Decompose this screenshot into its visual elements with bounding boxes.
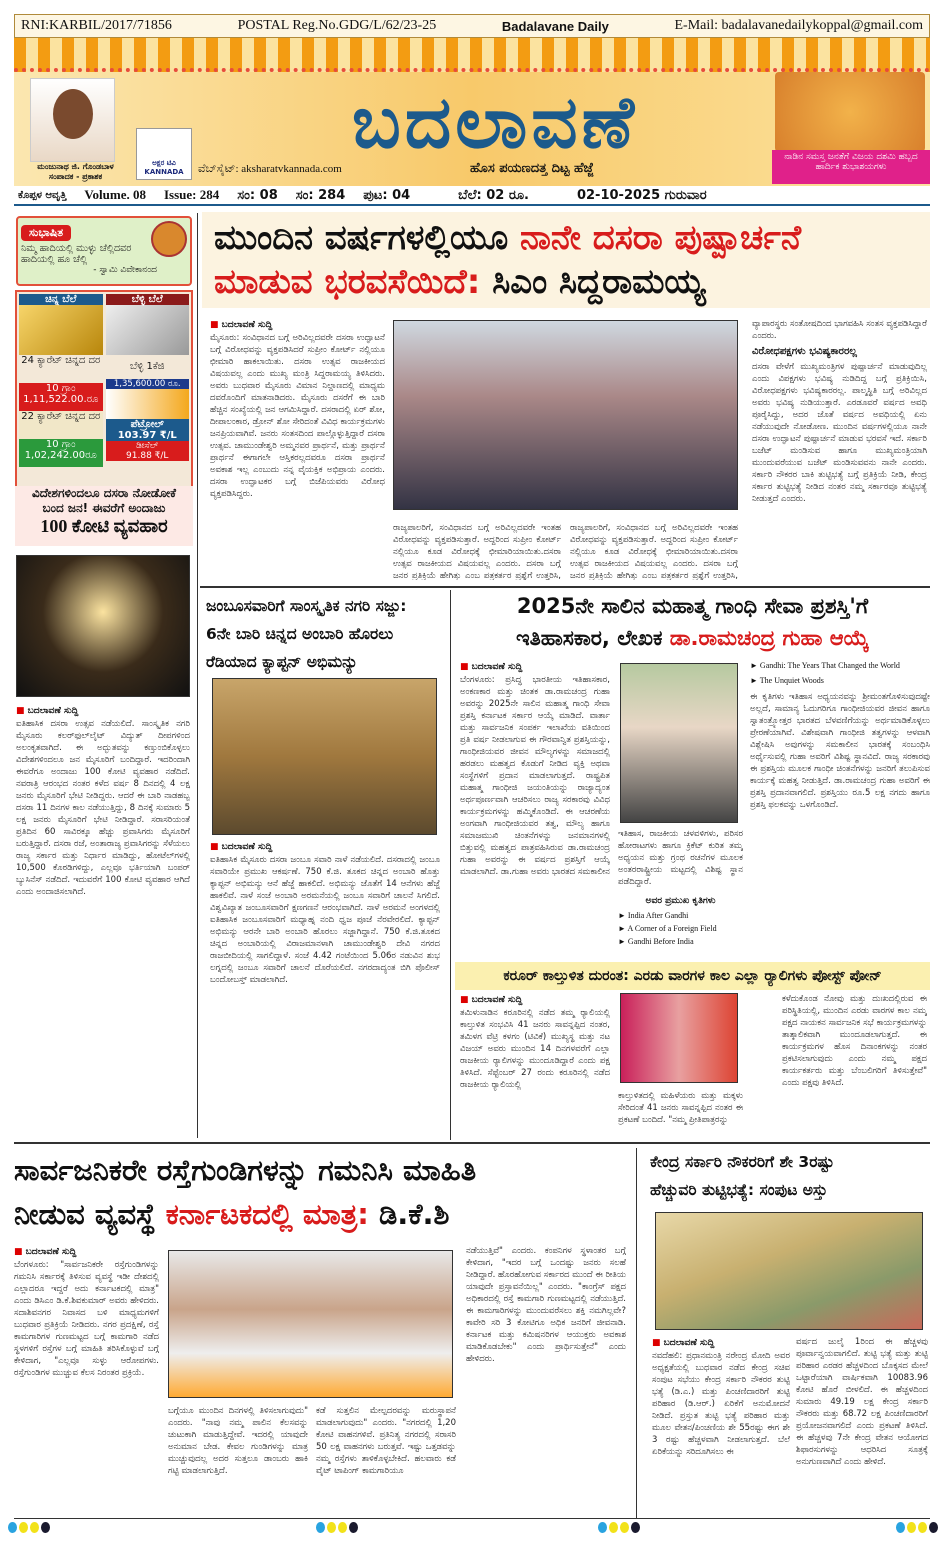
headline-part: ಸಿಎಂ ಸಿದ್ದರಾಮಯ್ಯ [492, 262, 706, 302]
headline-line: ಜಂಬೂಸವಾರಿಗೆ ಸಾಂಸ್ಕೃತಿಕ ನಗರಿ ಸಜ್ಜು: [206, 597, 407, 615]
byline: ■ ಬದಲಾವಣೆ ಸುದ್ದಿ [210, 320, 385, 330]
headline-line: ಕೇಂದ್ರ ಸರ್ಕಾರಿ ನೌಕರರಿಗೆ ಶೇ 3ರಷ್ಟು [650, 1153, 834, 1171]
dasara-side-headline [15, 486, 193, 546]
works-item: ► Gandhi: The Years That Changed the World [750, 661, 900, 670]
article-body: ದಸರಾ ವೇಳೆಗೆ ಮುಖ್ಯಮಂತ್ರಿಗಳ ಪುಷ್ಪಾರ್ಚನೆ ಮಾಡುವುದಿಲ್ಲ ಎಂದು ವಿಪಕ್ಷಗಳು ಭವಿಷ್ಯ ನುಡಿದಿದ್ದ ಬಗ್ಗೆ ಪ್ರತಿಕ್ರಿಯಿಸಿ, ವಿರೋಧಪಕ್ಷಗಳು ಭವಿಷ್ಯಕಾರರಲ್ಲ. ಪಾಲ್ಮಸ್ಥಿತಿ ಬಗ್ಗೆ ಅರಿವಿಲ್ಲದ ಅವರು ಭವಿಷ್ಯ ನುಡಿಯುತ್ತಾರೆ. ಎರಡೂವರೆ ವರ್ಷದ ಅವಧಿ ಪೂರೈಸಿದ್ದು, ಅದರ ಜೊತೆ ವರ್ಷದ ಅವಧಿಯಲ್ಲಿ ಏನು ನಡೆಯುವುದೇ ನೋಡೋಣ. ಮುಂದಿನ ವರ್ಷಗಳಲ್ಲಿಯೂ ನಾನೇ ದಸರಾ ಉದ್ಘಾಟನೆ ಪುಷ್ಪಾರ್ಚನೆ ಮಾಡುವ ಭರವಸೆ ಇದೆ. ಸರ್ಕಾರಿ ಬಜೆಟ್ ಮಂಡಿಸುವ ಹಾಗೂ ಮುಖ್ಯಮಂತ್ರಿಯಾಗಿ ಮುಂದುವರೆಯುವ ಬಜೆಟ್ ಮಂಡಿಸುವವನು ನಾನೇ ಎಂದರು. ಸರ್ಕಾರಿ ನೌಕರರ ಬಾಕಿ ತುಟ್ಟಿಭತ್ಯೆ ಬಗ್ಗೆ ಪ್ರತಿಕ್ರಿಯೆ ನೀಡಿ, ಕೇಂದ್ರ ಸರ್ಕಾರ ತುಟ್ಟಿಭತ್ಯೆ ನೀಡಿದ ನಂತರ ನಮ್ಮ ಸರ್ಕಾರವೂ ತುಟ್ಟಿಭತ್ಯೆ ನೀಡುತ್ತದೆ ಎಂದರು. [752, 362, 927, 504]
works-item-label: Gandhi: The Years That Changed the World [759, 661, 900, 670]
article-body: ವ್ಯಾಪಾರಸ್ಥರು ಸಂತೋಷದಿಂದ ಭಾಗವಹಿಸಿ ಸಂತಸ ವ್ಯಕ್ತಪಡಿಸಿದ್ದಾರೆ ಎಂದರು. [752, 319, 927, 341]
footer-rule [14, 1518, 930, 1519]
article-body: ಐತಿಹಾಸಿಕ ದಸರಾ ಉತ್ಸವ ನಡೆಯಲಿದೆ. ಸಾಂಸ್ಕೃತಿಕ ನಗರಿ ಮೈಸೂರು ಕಲರ್‌ಫುಲ್‌ಲೈಟ್ ವಿದ್ಯುತ್ ದೀಪಗಳಿಂದ ಅಲಂಕೃತವಾಗಿದೆ. ಈ ಅದ್ಭುತವನ್ನು ಕಣ್ತುಂಬಿಕೊಳ್ಳಲು ವಿದೇಶಗಳಿಂದಲೂ ಜನ ಮೈಸೂರಿಗೆ ಬಂದಿದ್ದಾರೆ. ಇದರಿಂದಾಗಿ ಈವರೆಗೂ ಅಂದಾಜು 100 ಕೋಟಿ ವ್ಯವಹಾರ ನಡೆದಿದೆ. ನವರಾತ್ರಿ ಆರಂಭದ ನಂತರ ಕಳೆದ ವರ್ಷ 8 ದಿನದಲ್ಲಿ 4 ಲಕ್ಷ ಜನರು ಮೈಸೂರಿಗೆ ಭೇಟಿ ನೀಡಿದ್ದರು. ಆದರೆ ಈ ಬಾರಿ ನಾಡಹಬ್ಬ ದಸರಾ 11 ದಿನಗಳ ಕಾಲ ನಡೆಯುತ್ತಿದ್ದು, 8 ದಿನಕ್ಕೆ ಸುಮಾರು 5 ಲಕ್ಷ ಜನರು ಮೈಸೂರಿಗೆ ಭೇಟಿ ನೀಡಿದ್ದಾರೆ. ಸರಾಸರಿಯಂತೆ ಪ್ರತಿದಿನ 60 ಸಾವಿರಕ್ಕೂ ಹೆಚ್ಚು ಪ್ರವಾಸಿಗರು ಮೈಸೂರಿಗೆ ಬರುತ್ತಿದ್ದಾರೆ. ದಸರಾ ರಜೆ, ಅಂತಾರಾಜ್ಯ ಪ್ರವಾಸಿಗರನ್ನು ಸೆಳೆಯಲು ರಾಜ್ಯ ಸರ್ಕಾರ ಮತ್ತು ನಿರ್ಧಾರ ಮಾಡಿದ್ದು, ಹೋಟೆಲ್‌ಗಳಲ್ಲಿ 10,500 ಕೊಠಡಿಗಳಿದ್ದು, ಎಲ್ಲವೂ ಭರ್ತಿಯಾಗಿ ಬಂಪರ್ ಬ್ಯುಸಿನೆಸ್ ನಡೆದಿದೆ. ಇದುವರೆಗೆ 100 ಕೋಟಿ ವ್ಯವಹಾರ ಆಗಿದೆ ಎಂದು ಅಂದಾಜಿಸಲಾಗಿದೆ. [16, 719, 190, 897]
akshara-tv-logo: ಅಕ್ಷರ ಟಿವಿ KANNADA [136, 128, 192, 180]
gold24-value: 10 ಗ್ರಾಂ 1,11,522.00.ರೂ [19, 383, 103, 411]
mysore-palace-night-photo [16, 555, 190, 697]
byline: ■ ಬದಲಾವಣೆ ಸುದ್ದಿ [210, 842, 440, 852]
works-item: ► India After Gandhi [618, 911, 689, 920]
article-body: ನವದೆಹಲಿ: ಪ್ರಧಾನಮಂತ್ರಿ ನರೇಂದ್ರ ಮೋದಿ ಅವರ ಅಧ್ಯಕ್ಷತೆಯಲ್ಲಿ ಬುಧವಾರ ನಡೆದ ಕೇಂದ್ರ ಸಚಿವ ಸಂಪುಟ ಸಭೆಯು ಕೇಂದ್ರ ಸರ್ಕಾರಿ ನೌಕರರ ತುಟ್ಟಿ ಭತ್ಯೆ (ಡಿ.ಎ.) ಮತ್ತು ಪಿಂಚಣಿದಾರರಿಗೆ ತುಟ್ಟಿ ಪರಿಹಾರ (ಡಿ.ಆರ್.) ಏರಿಕೆಗೆ ಅನುಮೋದನೆ ನೀಡಿದೆ. ಪ್ರಸ್ತುತ ತುಟ್ಟಿ ಭತ್ಯೆ ಪರಿಹಾರ ಮತ್ತು ಮೂಲ ವೇತನ/ಪಿಂಚಣಿಯ ಶೇ 55ರಷ್ಟು ಈಗ ಶೇ 3 ರಷ್ಟು ಹೆಚ್ಚಳವಾಗಿ ನೀಡಲಾಗುತ್ತದೆ. ಬೆಲೆ ಏರಿಕೆಯನ್ನು ಸರಿದೂಗಿಸಲು ಈ [652, 1351, 790, 1457]
headline-line: ಸಾರ್ವಜನಿಕರೇ ರಸ್ತೆಗುಂಡಿಗಳನ್ನು ಗಮನಿಸಿ ಮಾಹಿತಿ [14, 1153, 477, 1187]
works-item: ► Gandhi Before India [618, 937, 694, 946]
petrol-label: ಪೆಟ್ರೋಲ್ [130, 419, 164, 430]
gandhi-headline [455, 590, 930, 654]
works-item-label: Gandhi Before India [627, 937, 694, 946]
gold22-value: 10 ಗ್ರಾಂ 1,02,242.00ರೂ [19, 439, 103, 467]
da-headline [650, 1148, 930, 1204]
pages: ಪುಟ: 04 [363, 187, 411, 203]
headline-part: ಕರ್ನಾಟಕದಲ್ಲಿ ಮಾತ್ರ: [165, 1197, 379, 1231]
works-title: ಅವರ ಪ್ರಮುಖ ಕೃತಿಗಳು [645, 896, 716, 906]
gandhi-col1 [460, 660, 610, 950]
column-divider [636, 1148, 637, 1518]
headline-part: ಡಾ.ರಾಮಚಂದ್ರ ಗುಹಾ ಆಯ್ಕೆ [669, 626, 869, 650]
dasara-side-article [16, 704, 190, 1136]
column-divider [450, 590, 451, 1140]
article-body: ಬೆಂಗಳೂರು: "ಸಾರ್ವಜನಿಕರೇ ರಸ್ತೆಗುಂಡಿಗಳನ್ನು ಗಮನಿಸಿ ಸರ್ಕಾರಕ್ಕೆ ತಿಳಿಸುವ ವ್ಯವಸ್ಥೆ ಇಡೀ ದೇಶದಲ್ಲಿ ಎಲ್ಲಾದರೂ ಇದ್ದರೆ ಅದು ಕರ್ನಾಟಕದಲ್ಲಿ ಮಾತ್ರ" ಎಂದು ಡಿಸಿಎಂ ಡಿ.ಕೆ.ಶಿವಕುಮಾರ್ ಅವರು ಹೇಳಿದರು. ಸದಾಶಿವನಗರ ನಿವಾಸದ ಬಳಿ ಮಾಧ್ಯಮಗಳಿಗೆ ಬುಧವಾರ ಪ್ರತಿಕ್ರಿಯೆ ನೀಡಿದರು. ನಗರ ಪ್ರದಕ್ಷಿಣೆ, ರಸ್ತೆ ಕಾಮಗಾರಿಗಳ ಗುಣಮಟ್ಟದ ಬಗ್ಗೆ ಕಾಮಗಾರಿ ನಡೆದ ಸ್ಥಳಗಳಿಗೆ ರಸ್ತೆಗಳ ಬಗ್ಗೆ ಮಾಹಿತಿ ತರಿಸಿಕೊಳ್ಳುವೆ ಬಗ್ಗೆ ಕೇಳಿದಾಗ, "ಎಲ್ಲವೂ ಸುಳ್ಳು ಆರೋಪಗಳು. ರಸ್ತೆಗುಂಡಿಗಳ ಮುಚ್ಚುವ ಕೆಲಸ ನಿರಂತರ ಪ್ರಕ್ರಿಯೆ. [14, 1260, 159, 1378]
headline-part: ಡಿ.ಕೆ.ಶಿ [379, 1197, 450, 1231]
tagline: ಹೊಸ ಪಯಣದತ್ತ ದಿಟ್ಟ ಹೆಜ್ಜೆ [470, 161, 594, 176]
sam2: ಸಂ: 284 [295, 187, 346, 203]
headline-line: ಬಂದ ಜನ! ಈವರೆಗೆ ಅಂದಾಜು [42, 501, 166, 515]
headline-part: ನಾನೇ ದಸರಾ ಪುಷ್ಪಾರ್ಚನೆ [519, 218, 802, 258]
gold24-label: 24 ಕ್ಯಾರೆಟ್ ಚಿನ್ನದ ದರ [21, 355, 101, 366]
headline-line: ಹೆಚ್ಚುವರಿ ತುಟ್ಟಿಭತ್ಯೆ: ಸಂಪುಟ ಅಸ್ತು [650, 1181, 828, 1199]
byline: ■ ಬದಲಾವಣೆ ಸುದ್ದಿ [652, 1338, 790, 1348]
dks-headline [14, 1148, 632, 1236]
date: 02-10-2025 ಗುರುವಾರ [576, 187, 707, 203]
byline: ■ ಬದಲಾವಣೆ ಸುದ್ದಿ [460, 995, 610, 1005]
silver-image [106, 305, 190, 355]
da-col1 [652, 1336, 790, 1516]
article-body: ಬೆಂಗಳೂರು: ಪ್ರಸಿದ್ಧ ಭಾರತೀಯ ಇತಿಹಾಸಕಾರ, ಅಂಕಣಕಾರ ಮತ್ತು ಚಿಂತಕ ಡಾ.ರಾಮಚಂದ್ರ ಗುಹಾ ಅವರನ್ನು 2025ನೇ ಸಾಲಿನ ಮಹಾತ್ಮ ಗಾಂಧಿ ಸೇವಾ ಪ್ರಶಸ್ತಿ ಕರ್ನಾಟಕ ಸರ್ಕಾರ ಆಯ್ಕೆ ಮಾಡಿದೆ. ವಾರ್ತಾ ಮತ್ತು ಸಾರ್ವಜನಿಕ ಸಂಪರ್ಕ ಇಲಾಖೆಯ ವತಿಯಿಂದ ಪ್ರತಿ ವರ್ಷ ನೀಡಲಾಗುವ ಈ ಗೌರವಾನ್ವಿತ ಪ್ರಶಸ್ತಿಯನ್ನು, ಗಾಂಧೀಜಿಯವರ ಜೀವನ ಮೌಲ್ಯಗಳನ್ನು ಸಮಾಜದಲ್ಲಿ ಹರಡಲು ಮಹತ್ವದ ಕೊಡುಗೆ ನೀಡಿದ ವ್ಯಕ್ತಿ ಅಥವಾ ಸಂಸ್ಥೆಗಳಿಗೆ ಪ್ರದಾನ ಮಾಡಲಾಗುತ್ತದೆ. ರಾಷ್ಟ್ರಪಿತ ಮಹಾತ್ಮ ಗಾಂಧೀಜಿ ಜಯಂತಿಯನ್ನು ರಾಜ್ಯಾದ್ಯಂತ ಅರ್ಥಪೂರ್ಣವಾಗಿ ಆಚರಿಸಲು ರಾಜ್ಯ ಸರಕಾರವು ವಿವಿಧ ಕಾರ್ಯಕ್ರಮಗಳನ್ನು ಹಮ್ಮಿಕೊಂಡಿದೆ. ಈ ಆಚರಣೆಯ ಅಂಗವಾಗಿ ಗಾಂಧೀಜಿಯವರ ತತ್ವ, ಮೌಲ್ಯ ಹಾಗೂ ಸಮಾಜಮುಖಿ ಚಿಂತನೆಗಳನ್ನು ಜನಮಾನಗಳಲ್ಲಿ ಬಿತ್ತುವಲ್ಲಿ ಮಹತ್ವದ ಪಾತ್ರವಹಿಸಿರುವ ಡಾ.ರಾಮಚಂದ್ರ ಗುಹಾ ಅವರನ್ನು ಈ ವರ್ಷದ ಪ್ರಶಸ್ತಿಗೆ ಆಯ್ಕೆ ಮಾಡಲಾಗಿದೆ. ಡಾ.ಗುಹಾ ಅವರು ಭಾರತದ ಸಮಕಾಲೀನ [460, 675, 610, 877]
divider [14, 1142, 930, 1144]
article-body: ಐತಿಹಾಸಿಕ ಮೈಸೂರು ದಸರಾ ಜಂಬೂ ಸವಾರಿ ನಾಳೆ ನಡೆಯಲಿದೆ. ದಸರಾದಲ್ಲಿ ಜಂಬೂ ಸವಾರಿಯೇ ಪ್ರಮುಖ ಆಕರ್ಷಣೆ. 750 ಕೆ.ಜಿ. ತೂಕದ ಚಿನ್ನದ ಅಂಬಾರಿ ಹೊತ್ತು ಕ್ಯಾಪ್ಟನ್ ಅಭಿಮನ್ಯು ಆನೆ ಹೆಜ್ಜೆ ಹಾಕಲಿದೆ. ಅಭಿಮನ್ಯು ಜೊತೆಗೆ 14 ಆನೆಗಳು ಹೆಜ್ಜೆ ಹಾಕಲಿವೆ. ನಾಳೆ ಸಂಜೆ ಅಂಬಾರಿ ಅರಮನೆಯಲ್ಲಿ ಜಂಬೂ ಸವಾರಿಗೆ ಚಾಲನೆ ಸಿಗಲಿದೆ. ವಿಶ್ವವಿಖ್ಯಾತ ಜಂಬೂಸವಾರಿಗೆ ಕ್ಷಣಗಣನೆ ಆರಂಭವಾಗಿದೆ. ನಾಳೆ ಅರಮನೆ ಅಂಗಳದಲ್ಲಿ ಐತಿಹಾಸಿಕ ಜಂಬೂಸವಾರಿಗೆ ಮಧ್ಯಾಹ್ನ ನಂದಿ ಧ್ವಜ ಪೂಜೆ ನೆರವೇರಲಿದೆ. ಕ್ಯಾಪ್ಟನ್ ಅಭಿಮನ್ಯು ಆರನೇ ಬಾರಿ ಅಂಬಾರಿ ಹೊರಲು ಸಜ್ಜಾಗಿದ್ದಾನೆ. 750 ಕೆ.ಜಿ.ತೂಕದ ಚಿನ್ನದ ಅಂಬಾರಿಯಲ್ಲಿ ವಿರಾಜಮಾನಳಾಗಿ ಚಾಮುಂಡೇಶ್ವರಿ ದೇವಿ ನಗರದ ರಾಜಬೀದಿಯಲ್ಲಿ ಸಾಗಲಿದ್ದಾಳೆ. ಸಂಜೆ 4.42 ಗಂಟೆಯಿಂದ 5.06ರ ನಡುವಿನ ಶುಭ ಲಗ್ನದಲ್ಲಿ ಜಂಬೂ ಸವಾರಿಗೆ ಚಾಲನೆ ದೊರೆಯಲಿದೆ. ನಗರದಾದ್ಯಂತ ಬಿಗಿ ಪೊಲೀಸ್ ಬಂದೋಬಸ್ತ್ ಮಾಡಲಾಗಿದೆ. [210, 855, 440, 985]
sam1: ಸಂ: 08 [237, 187, 278, 203]
headline-line: 2025ನೇ ಸಾಲಿನ ಮಹಾತ್ಮ ಗಾಂಧಿ ಸೇವಾ ಪ್ರಶಸ್ತಿ'ಗೆ [516, 594, 869, 618]
article-body: ಬಗ್ಗೆಯೂ ಮುಂದಿನ ದಿನಗಳಲ್ಲಿ ತಿಳಿಸಲಾಗುವುದು" ಎಂದರು. "ನಾವು ನಮ್ಮ ಪಾಲಿನ ಕೆಲಸವನ್ನು ಚುಟುಕಾಗಿ ಮಾಡುತ್ತಿದ್ದೇವೆ. ಇದರಲ್ಲಿ ಯಾವುದೇ ಅನುಮಾನ ಬೇಡ. ಕೇವಲ ಗುಂಡಿಗಳನ್ನು ಮಾತ್ರ ಮುಚ್ಚುವುದಲ್ಲ ಅದರ ಸುತ್ತಲೂ ಡಾಂಬರು ಹಾಕಿ ಗಟ್ಟಿ ಮಾಡಲಾಗುತ್ತಿದೆ. [168, 1406, 308, 1476]
works-item-label: India After Gandhi [627, 911, 689, 920]
works-item-label: The Unquiet Woods [759, 676, 824, 685]
photo-caption: ಕಾಲ್ತುಳಿತದಲ್ಲಿ ಮಹಿಳೆಯರು ಮತ್ತು ಮಕ್ಕಳು ಸೇರಿದಂತೆ 41 ಜನರು ಸಾವನ್ನಪ್ಪಿದ ನಂತರ ಈ ಪ್ರಕಟಣೆ ಬಂದಿದೆ. "ನಮ್ಮ ಪ್ರೀತಿಪಾತ್ರರನ್ನು [618, 1091, 743, 1125]
byline: ■ ಬದಲಾವಣೆ ಸುದ್ದಿ [460, 662, 610, 672]
price-panel [15, 290, 193, 500]
issue-info-bar [14, 186, 930, 206]
registration-marks [316, 1522, 358, 1533]
headline-part: ಮಾಡುವ ಭರವಸೆಯಿದೆ: [214, 262, 493, 302]
registration-marks [8, 1522, 50, 1533]
guha-photo [620, 663, 738, 823]
jamboo-headline [206, 592, 446, 676]
headline-part: ಇತಿಹಾಸಕಾರ, ಲೇಖಕ [516, 626, 670, 650]
gold22-label: 22 ಕ್ಯಾರೆಟ್ ಚಿನ್ನದ ದರ [19, 411, 103, 439]
silver-value: 1,35,600.00 ರೂ. [106, 379, 190, 389]
works-item: ► A Corner of a Foreign Field [618, 924, 717, 933]
article-body: ರಾಜ್ಯಪಾಲರಿಗೆ, ಸಂವಿಧಾನದ ಬಗ್ಗೆ ಅರಿವಿಲ್ಲದವರೇ ಇಂತಹ ವಿರೋಧವನ್ನು ವ್ಯಕ್ತಪಡಿಸುತ್ತಾರೆ. ಅದ್ದರಿಂದ ಸುಪ್ರೀಂ ಕೋರ್ಟ್ ನಲ್ಲಿಯೂ ಕೂಡ ವಿರೋಧಕ್ಕೆ ಛೀಮಾರಿಯಾಯಿತು.ದಸರಾ ಉತ್ಸವ ರಾಜಕೀಯದ ವಿಷಯವಲ್ಲ ಎಂದರು. ದಸರಾ ಬಗ್ಗೆ ಜನರ ಪ್ರತಿಕ್ರಿಯೆ ಹೇಗಿತ್ತು ಎಂಬ ಪತ್ರಕರ್ತರ ಪ್ರಶ್ನೆಗೆ ಉತ್ತರಿಸಿ, [393, 523, 561, 580]
postal-reg: POSTAL Reg.No.GDG/L/62/23-25 [237, 18, 437, 33]
article-body: ವರ್ಷದ ಜುಲೈ 1ರಿಂದ ಈ ಹೆಚ್ಚಳವು ಪೂರ್ವಾನ್ವಯವಾಗಲಿದೆ. ತುಟ್ಟಿ ಭತ್ಯೆ ಮತ್ತು ತುಟ್ಟಿ ಪರಿಹಾರ ಎರಡರ ಹೆಚ್ಚಳದಿಂದ ಬೊಕ್ಕಸದ ಮೇಲೆ ಒಟ್ಟಾರೆಯಾಗಿ ವಾರ್ಷಿಕವಾಗಿ 10083.96 ಕೋಟಿ ಹೊರೆ ಬೀಳಲಿದೆ. ಈ ಹೆಚ್ಚಳದಿಂದ ಸುಮಾರು 49.19 ಲಕ್ಷ ಕೇಂದ್ರ ಸರ್ಕಾರಿ ನೌಕರರು ಮತ್ತು 68.72 ಲಕ್ಷ ಪಿಂಚಣಿದಾರರಿಗೆ ಪ್ರಯೋಜನವಾಗಲಿದೆ ಎಂದು ಪ್ರಕಟಣೆ ತಿಳಿಸಿದೆ. ಈ ಹೆಚ್ಚಳವು 7ನೇ ಕೇಂದ್ರ ವೇತನ ಆಯೋಗದ ಶಿಫಾರಸುಗಳನ್ನು ಆಧರಿಸಿದ ಸೂತ್ರಕ್ಕೆ ಅನುಗುಣವಾಗಿದೆ ಎಂದು ಹೇಳಿದೆ. [796, 1337, 928, 1467]
headline-line: ವಿದೇಶಗಳಿಂದಲೂ ದಸರಾ ನೋಡೋಕೆ [32, 486, 176, 500]
headline-line: 100 ಕೋಟಿ ವ್ಯವಹಾರ [40, 516, 168, 536]
rni-number: RNI:KARBIL/2017/71856 [21, 18, 172, 33]
garland-decoration [14, 38, 930, 72]
cm-press-photo [393, 320, 738, 510]
headline-line: 6ನೇ ಬಾರಿ ಚಿನ್ನದ ಅಂಬಾರಿ ಹೊರಲು [206, 625, 394, 643]
fuel-image [106, 389, 190, 419]
price: ಬೆಲೆ: 02 ರೂ. [458, 187, 529, 203]
article-body: ಮೈಸೂರು: ಸಂವಿಧಾನದ ಬಗ್ಗೆ ಅರಿವಿಲ್ಲದವರೇ ದಸರಾ ಉದ್ಘಾಟನೆ ಬಗ್ಗೆ ವಿರೋಧವನ್ನು ವ್ಯಕ್ತಪಡಿಸಿದರೆ ಸುಪ್ರೀಂ ಕೋರ್ಟ್ ನಲ್ಲಿಯೂ ಛೀಮಾರಿ ಹಾಕಲಾಯಿತು. ದಸರಾ ಉತ್ಸವ ರಾಜಕೀಯದ ವಿಷಯವಲ್ಲ ಎಂದು ಮುಖ್ಯ ಮಂತ್ರಿ ಸಿದ್ದರಾಮಯ್ಯ ತಿಳಿಸಿದರು. ಅವರು ಬುಧವಾರ ಮೈಸೂರು ವಿಮಾನ ನಿಲ್ದಾಣದಲ್ಲಿ ಮಾಧ್ಯಮ ದವರೊಂದಿಗೆ ಮಾತನಾಡಿದರು. ಮೈಸೂರು ದಸರೆಗೆ ಈ ಬಾರಿ ಹೆಚ್ಚಿನ ಸಂಖ್ಯೆಯಲ್ಲಿ ಜನ ಆಗಮಿಸಿದ್ದಾರೆ. ದಸರಾದಲ್ಲಿ ಏರ್ ಶೋ, ದೀಪಾಲಂಕಾರ, ಡ್ರೋನ್ ಶೋ ಸೇರಿದಂತೆ ವಿವಿಧ ಕಾರ್ಯಕ್ರಮಗಳು ಜನಪ್ರಿಯವಾಗಿವೆ. ಜನರು ಸಂತಸದಿಂದ ಪಾಲ್ಗೊಳ್ಳುತ್ತಿದ್ದಾರೆ ದಸರಾ ಉತ್ಸವ. ಚಾಮುಂಡೇಶ್ವರಿ ಅಮ್ಮನವರ ಪ್ರಾರ್ಥನೆ, ಮತ್ತು ಪ್ರಾರ್ಥನೆ ಪ್ರಾರ್ಥನೆ ಈಗಾಗಲೇ ಆಸ್ತಿಕರಲ್ಲದವರೂ ದಸರಾ ಪ್ರಾರ್ಥನೆ ಅವಕಾಶ ಇಲ್ಲ ಎಂಬುದು ನನ್ನ ವೈಯಕ್ತಿಕ ಅಭಿಪ್ರಾಯ ಎಂದರು. ದಸರಾ ಉದ್ಘಾಟಕರ ಬಗ್ಗೆ ಬಿಜೆಪಿಯವರು ವಿರೋಧ ವ್ಯಕ್ತಪಡಿಸಿದ್ದರು. [210, 333, 385, 499]
registration-marks [598, 1522, 640, 1533]
article-body: ತಮಿಳುನಾಡಿನ ಕರೂರಿನಲ್ಲಿ ನಡೆದ ತಮ್ಮ ರ‍್ಯಾಲಿಯಲ್ಲಿ ಕಾಲ್ತುಳಿತ ಸಂಭವಿಸಿ 41 ಜನರು ಸಾವನ್ನಪ್ಪಿದ ನಂತರ, ತಮಿಳಗ ವೆಟ್ರಿ ಕಳಗಂ (ಟಿವಿಕೆ) ಮುಖ್ಯಸ್ಥ ಮತ್ತು ನಟ ವಿಜಯ್ ಅವರು ಮುಂದಿನ 14 ದಿನಗಳವರೆಗೆ ಎಲ್ಲಾ ರಾಜಕೀಯ ರ‍್ಯಾಲಿಗಳನ್ನು ಮುಂದೂಡಿದ್ದಾರೆ ಎಂದು ಪಕ್ಷ ತಿಳಿಸಿದೆ. ಸೆಪ್ಟೆಂಬರ್ 27 ರಂದು ಕರೂರಿನಲ್ಲಿ ನಡೆದ ರಾಜಕೀಯ ರ‍್ಯಾಲಿಯಲ್ಲಿ [460, 1008, 610, 1090]
lead-headline [202, 212, 930, 308]
karur-headline: ಕರೂರ್ ಕಾಲ್ತುಳಿತ ದುರಂತ: ಎರಡು ವಾರಗಳ ಕಾಲ ಎಲ್ಲಾ ರ‍್ಯಾಲಿಗಳು ಪೋಸ್ಟ್ ಪೋನ್ [455, 962, 930, 990]
dks-col1 [14, 1245, 159, 1515]
subhashita-text: ನಿಮ್ಮ ಹಾದಿಯಲ್ಲಿ ಮುಳ್ಳು ಚೆಲ್ಲಿದವರ ಹಾದಿಯಲ್ಲಿ ಹೂ ಚೆಲ್ಲಿ [21, 243, 132, 265]
edition: ಕೊಪ್ಪಳ ಆವೃತ್ತಿ [18, 189, 67, 201]
article-body: ಈ ಕೃತಿಗಳು ಇತಿಹಾಸ ಅಧ್ಯಯನವನ್ನು ಶ್ರೀಮಂತಗೊಳಿಸುವುದಷ್ಟೇ ಅಲ್ಲದೆ, ಸಾಮಾನ್ಯ ಓದುಗರಿಗೂ ಗಾಂಧೀಜಿಯವರ ಜೀವನ ಹಾಗೂ ಸ್ವಾತಂತ್ರ್ಯೋತ್ತರ ಭಾರತದ ಬೆಳವಣಿಗೆಯನ್ನು ಅರ್ಥಮಾಡಿಕೊಳ್ಳಲು ಪ್ರೇರಣೆಯಾಗಿವೆ. ವಿಶೇಷವಾಗಿ ಗಾಂಧೀಜಿ ತತ್ವಗಳನ್ನು ಆಳವಾಗಿ ವಿಶ್ಲೇಷಿಸಿ ಅವುಗಳನ್ನು ಸಮಕಾಲೀನ ಭಾರತಕ್ಕೆ ಸಂಬಂಧಿಸಿ ಅರ್ಥೈಸುವಲ್ಲಿ ಗುಹಾ ಅವರಿಗೆ ವಿಶಿಷ್ಟ ಸ್ಥಾನವಿದೆ. ರಾಜ್ಯ ಸರಕಾರವು ಈ ಪ್ರಶಸ್ತಿಯ ಮೂಲಕ ಗಾಂಧೀ ಚಿಂತನೆಗಳನ್ನು ಜನರಿಗೆ ತಲುಪಿಸುವ ಕಾರ್ಯಕ್ಕೆ ಮಹತ್ವ ನೀಡುತ್ತಿದೆ. ಡಾ.ರಾಮಚಂದ್ರ ಗುಹಾ ಅವರಿಗೆ ಈ ಪ್ರಶಸ್ತಿ ಪ್ರದಾನವಾಗಲಿದೆ. ಪ್ರಶಸ್ತಿಯು ರೂ.5 ಲಕ್ಷ ನಗದು ಹಾಗೂ ಪ್ರಶಸ್ತಿ ಫಲಕವನ್ನು ಒಳಗೊಂಡಿದೆ. [750, 692, 930, 810]
vivekananda-photo [151, 221, 187, 257]
issue-number: Issue: 284 [164, 187, 220, 202]
works-item-label: A Corner of a Foreign Field [627, 924, 717, 933]
subheading: ವಿರೋಧಪಕ್ಷಗಳು ಭವಿಷ್ಯಕಾರರಲ್ಲ [752, 346, 857, 357]
silver-title: ಬೆಳ್ಳಿ ಬೆಲೆ [106, 294, 190, 305]
gold-title: ಚಿನ್ನ ಬೆಲೆ [19, 294, 103, 305]
gandhi-col2 [618, 828, 743, 948]
email: E-Mail: badalavanedailykoppal@gmail.com [674, 18, 923, 33]
gandhi-col3 [750, 660, 930, 955]
column-divider [197, 213, 198, 1138]
lead-col1 [210, 318, 385, 580]
article-body: ರಾಜ್ಯಪಾಲರಿಗೆ, ಸಂವಿಧಾನದ ಬಗ್ಗೆ ಅರಿವಿಲ್ಲದವರೇ ಇಂತಹ ವಿರೋಧವನ್ನು ವ್ಯಕ್ತಪಡಿಸುತ್ತಾರೆ. ಅದ್ದರಿಂದ ಸುಪ್ರೀಂ ಕೋರ್ಟ್ ನಲ್ಲಿಯೂ ಕೂಡ ವಿರೋಧಕ್ಕೆ ಛೀಮಾರಿಯಾಯಿತು.ದಸರಾ ಉತ್ಸವ ರಾಜಕೀಯದ ವಿಷಯವಲ್ಲ ಎಂದರು. ದಸರಾ ಬಗ್ಗೆ ಜನರ ಪ್ರತಿಕ್ರಿಯೆ ಹೇಗಿತ್ತು ಎಂಬ ಪತ್ರಕರ್ತರ ಪ್ರಶ್ನೆಗೆ ಉತ್ತರಿಸಿ, [570, 523, 738, 580]
article-body: ಕಡೆ ಸುತ್ತಲಿನ ಮೇಲ್ಪದರವನ್ನು ಮರುಸ್ಥಾಪನೆ ಮಾಡಲಾಗುವುದು" ಎಂದರು. "ನಗರದಲ್ಲಿ 1,20 ಕೋಟಿ ವಾಹನಗಳಿವೆ. ಪ್ರತಿನಿತ್ಯ ನಗರದಲ್ಲಿ ಸರಾಸರಿ 50 ಲಕ್ಷ ವಾಹನಗಳು ಬರುತ್ತವೆ. ಇಷ್ಟು ಒತ್ತಡವನ್ನು ನಮ್ಮ ರಸ್ತೆಗಳು ತಾಳಿಕೊಳ್ಳಬೇಕಿದೆ. ಹಲವಾರು ಕಡೆ ವೈಟ್ ಟಾಪಿಂಗ್ ಕಾಮಗಾರಿಯೂ [316, 1406, 456, 1476]
byline: ■ ಬದಲಾವಣೆ ಸುದ್ದಿ [16, 706, 190, 716]
jamboo-savari-photo [212, 678, 437, 835]
registration-marks [896, 1522, 938, 1533]
greeting-box: ನಾಡಿನ ಸಮಸ್ತ ಜನತೆಗೆ ವಿಜಯ ದಶಮಿ ಹಬ್ಬದ ಹಾರ್ದಿಕ ಶುಭಾಶಯಗಳು [772, 150, 930, 184]
paper-name-en: Badalavane Daily [501, 18, 609, 34]
article-body: ನಡೆಯುತ್ತಿವೆ" ಎಂದರು. ಕಂಪನಿಗಳ ಸ್ಥಳಾಂತರ ಬಗ್ಗೆ ಕೇಳಿದಾಗ, "ಇದರ ಬಗ್ಗೆ ಒಂದಷ್ಟು ಜನರು ಸಲಹೆ ನೀಡಿದ್ದಾರೆ. ಹೊರಹೋಗುವ ಸರ್ಕಾರದ ಮುಂದೆ ಈ ರೀತಿಯ ಯಾವುದೇ ಪ್ರಸ್ತಾವನೆಯಿಲ್ಲ" ಎಂದರು. "ಕಾಂಗ್ರೆಸ್ ಪಕ್ಷದ ಅಧಿಕಾರದಲ್ಲಿ ರಸ್ತೆ ಕಾಮಗಾರಿ ಗುಣಮಟ್ಟದಲ್ಲಿ ನಡೆಯುತ್ತಿದೆ. ಈ ಕಾಮಗಾರಿಗಳನ್ನು ಮುಂದುವರೆಸಲು ಶಕ್ತಿ ನಮಗಿಲ್ಲವೇ? ಕಾವೇರಿ ಸರಿ 3 ಕೋಟಿಗೂ ಅಧಿಕ ಜನರಿಗೆ ಜೀವನಾಡಿ. ಕರ್ನಾಟಕ ಮತ್ತು ಕಮಿಷನರಿಗಳ ಆಯುಕ್ತರು ಅವಕಾಶ ಮಾಡಿಕೊಡಬೇಕು" ಎಂದು ಪ್ರಾರ್ಥಿಸುತ್ತೇನೆ" ಎಂದು ಹೇಳಿದರು. [466, 1246, 626, 1364]
article-body: ಕಳೆದುಕೊಂಡ ನೋವು ಮತ್ತು ದುಃಖದಲ್ಲಿರುವ ಈ ಪರಿಸ್ಥಿತಿಯಲ್ಲಿ, ಮುಂದಿನ ಎರಡು ವಾರಗಳ ಕಾಲ ನಮ್ಮ ಪಕ್ಷದ ನಾಯಕನ ಸಾರ್ವಜನಿಕ ಸಭೆ ಕಾರ್ಯಕ್ರಮಗಳನ್ನು ತಾತ್ಕಾಲಿಕವಾಗಿ ಮುಂದೂಡಲಾಗುತ್ತದೆ. ಈ ಕಾರ್ಯಕ್ರಮಗಳ ಹೊಸ ದಿನಾಂಕಗಳನ್ನು ನಂತರ ಪ್ರಕಟಿಸಲಾಗುವುದು ಎಂದು ನಮ್ಮ ಪಕ್ಷದ ಕಾರ್ಯಕರ್ತರು ಮತ್ತು ಬೆಂಬಲಿಗರಿಗೆ ತಿಳಿಸುತ್ತೇವೆ" ಎಂದು ಪಕ್ಷವು ತಿಳಿಸಿದೆ. [782, 994, 927, 1088]
diesel-value: 91.88 ₹/L [126, 451, 169, 461]
article-body: ಇತಿಹಾಸ, ರಾಜಕೀಯ ಚಳವಳಿಗಳು, ಪರಿಸರ ಹೋರಾಟಗಳು ಹಾಗೂ ಕ್ರಿಕೆಟ್ ಕುರಿತ ತಮ್ಮ ಅಧ್ಯಯನ ಮತ್ತು ಗ್ರಂಥ ರಚನೆಗಳ ಮೂಲಕ ಅಂತರರಾಷ್ಟ್ರೀಯ ಮಟ್ಟದಲ್ಲಿ ವಿಶಿಷ್ಟ ಸ್ಥಾನ ಪಡೆದಿದ್ದಾರೆ. [618, 829, 743, 887]
headline-part: ನೀಡುವ ವ್ಯವಸ್ಥೆ [14, 1197, 166, 1231]
subhashita-author: - ಸ್ವಾಮಿ ವಿವೇಕಾನಂದ [93, 265, 157, 275]
editor-photo [30, 78, 115, 162]
paper-logo: ಬದಲಾವಣೆ [352, 80, 638, 164]
works-item: ► The Unquiet Woods [750, 676, 824, 685]
subhashita-box [16, 216, 192, 286]
editor-name: ಮಂಜುನಾಥ ಜಿ. ಗೊಂಡಬಾಳ [37, 162, 114, 171]
divider [200, 586, 930, 588]
lead-col3 [752, 318, 927, 580]
dks-photo [168, 1250, 453, 1398]
petrol-value: 103.97 ₹/L [117, 430, 177, 441]
gold-image [19, 305, 103, 355]
currency-notes-photo [655, 1212, 923, 1330]
byline: ■ ಬದಲಾವಣೆ ಸುದ್ದಿ [14, 1247, 159, 1257]
editor-role: ಸಂಪಾದಕ - ಪ್ರಕಾಶಕ [48, 172, 103, 181]
karur-col1 [460, 993, 610, 1138]
headline-part: ಮುಂದಿನ ವರ್ಷಗಳಲ್ಲಿಯೂ [214, 218, 520, 258]
diesel-label: ಡೀಸೆಲ್ [136, 441, 159, 451]
vijay-photo [620, 993, 738, 1083]
subhashita-title: ಸುಭಾಷಿತ [21, 225, 71, 241]
volume: Volume. 08 [84, 187, 146, 202]
top-info-bar [14, 14, 930, 38]
website: ವೆಬ್‌ಸೈಟ್: aksharatvkannada.com [198, 163, 342, 175]
goddess-image [775, 72, 925, 152]
headline-line: ರೆಡಿಯಾದ ಕ್ಯಾಪ್ಟನ್ ಅಭಿಮನ್ಯು [206, 653, 358, 671]
silver-label: ಬೆಳ್ಳಿ 1ಕೆಜಿ [130, 361, 165, 372]
jamboo-article [210, 840, 440, 1136]
